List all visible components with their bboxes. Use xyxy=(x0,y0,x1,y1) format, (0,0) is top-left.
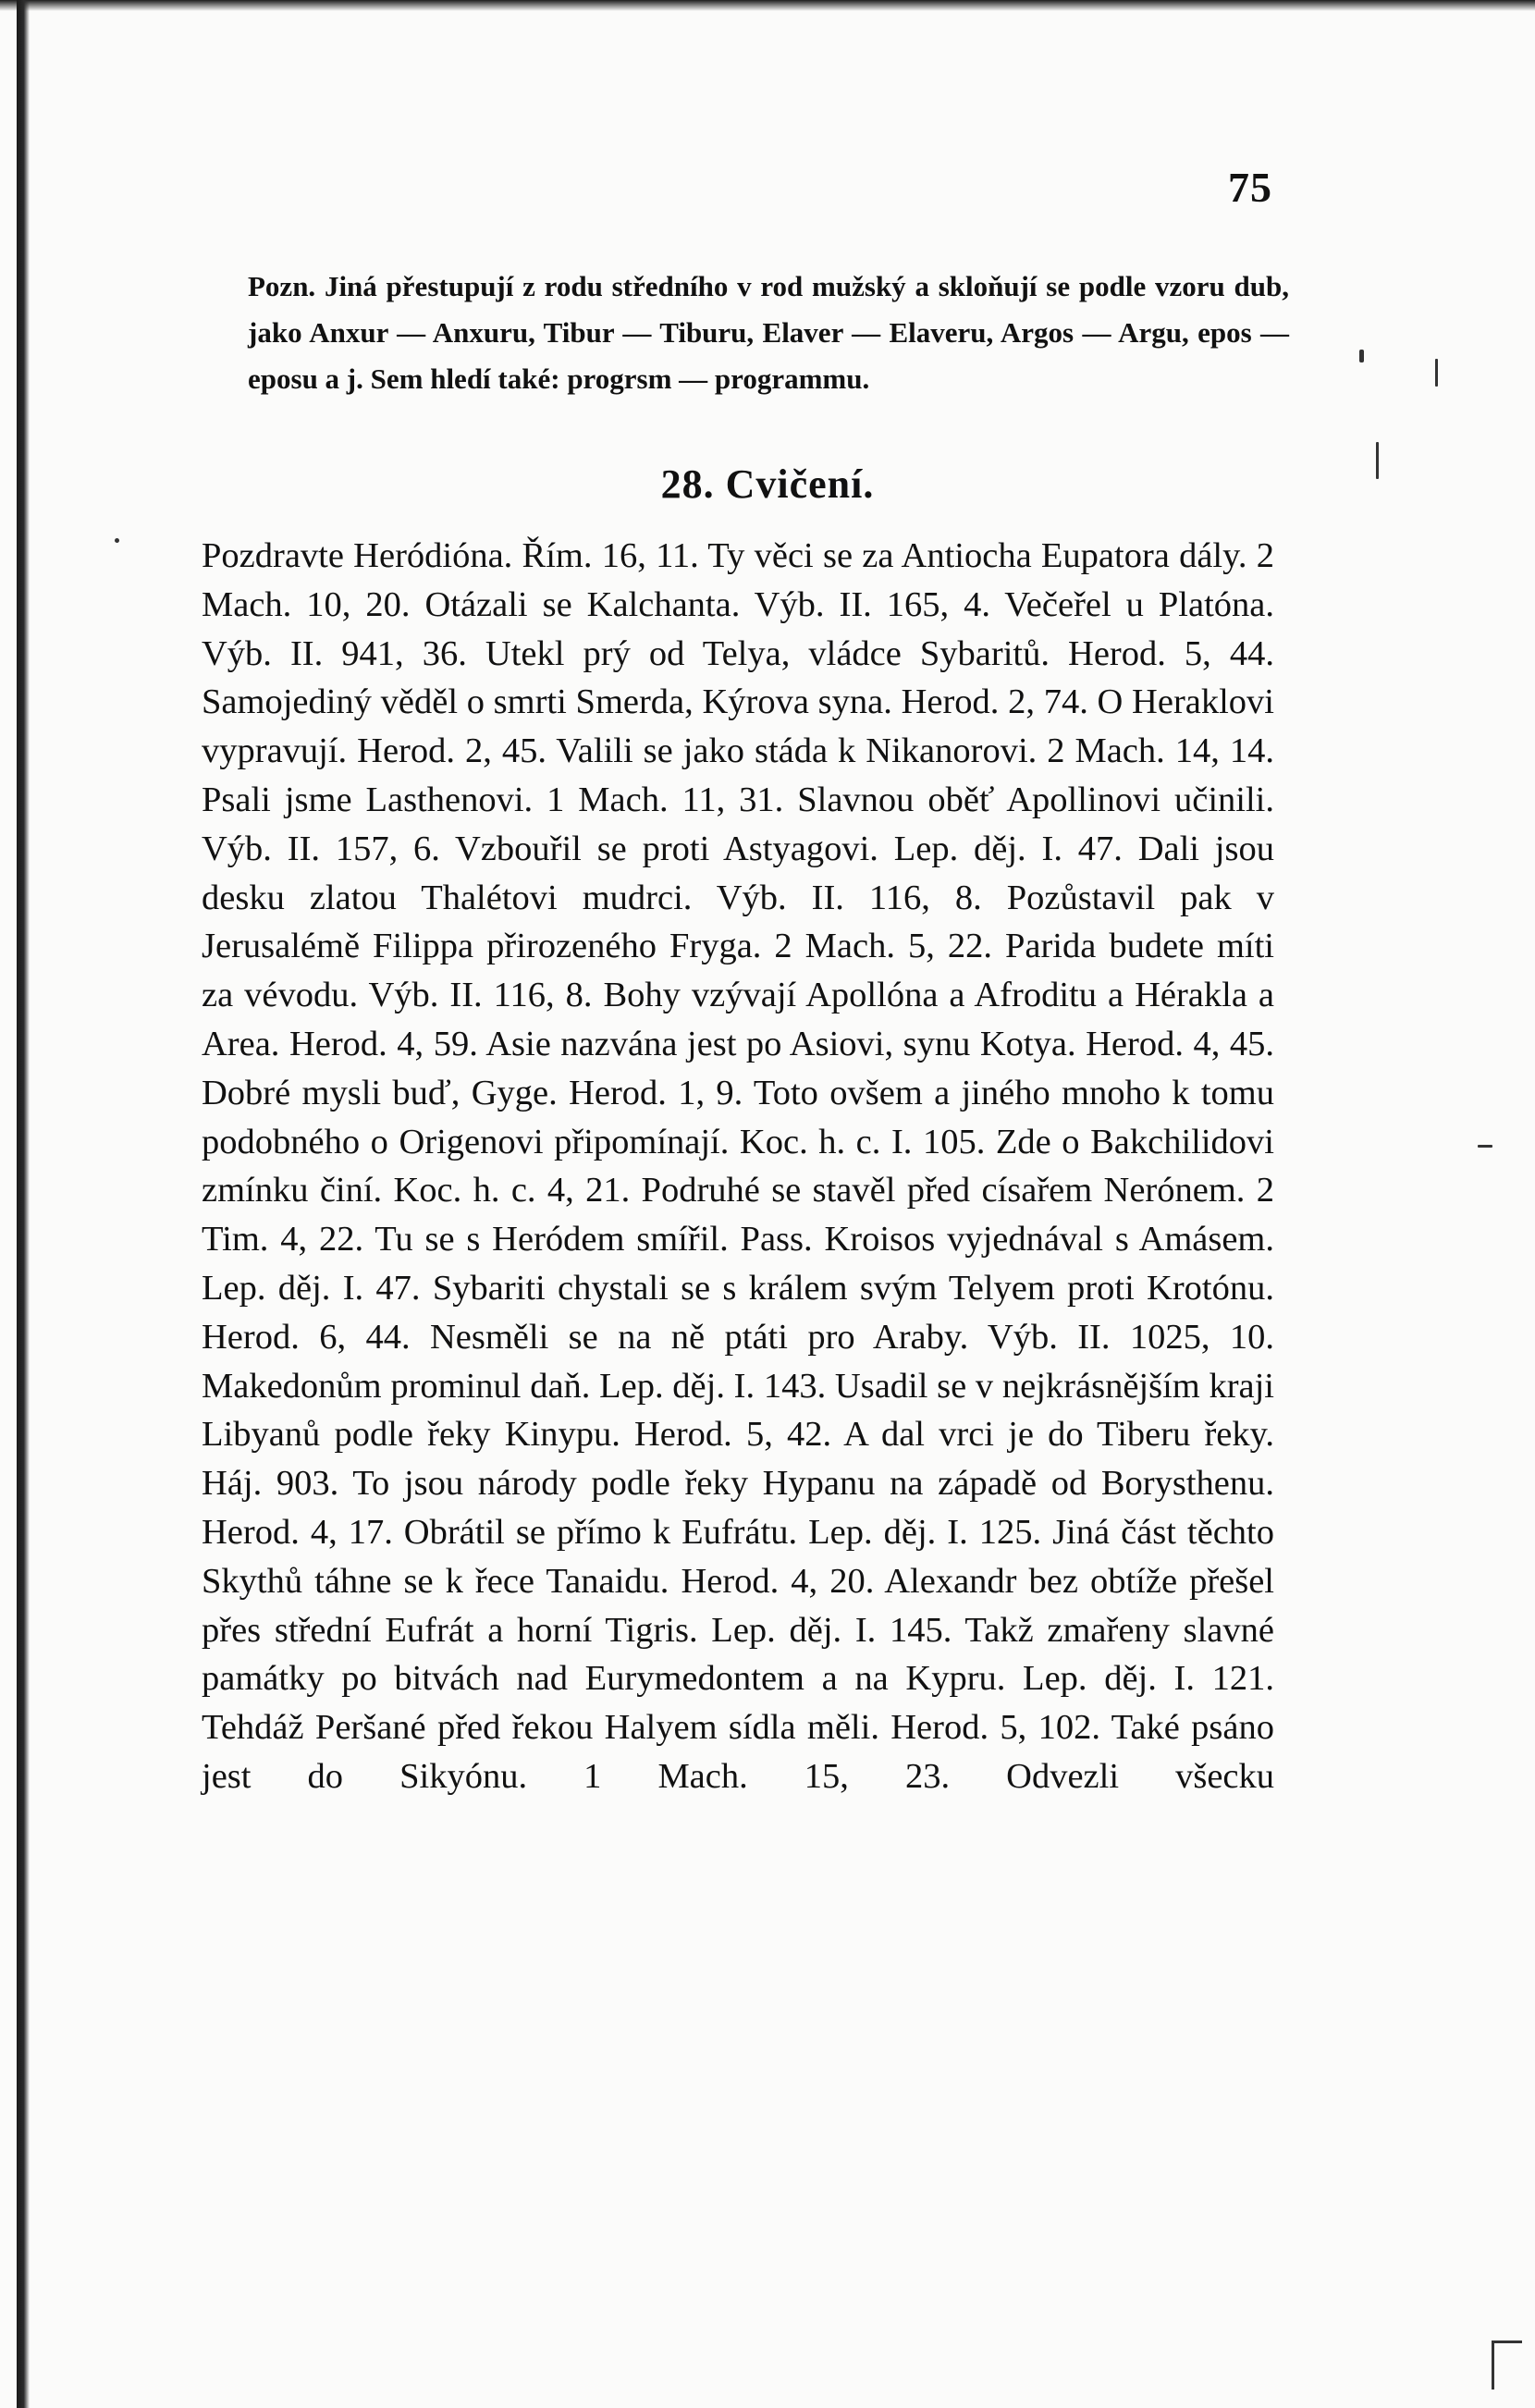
scan-speck xyxy=(1478,1145,1492,1148)
scan-speck xyxy=(1359,350,1364,362)
footnote: Pozn. Jiná přestupují z rodu středního v rod mužský a skloňují se podle vzoru dub, jako Anxur — Anxuru, Tibur — Tiburu, Elaver — Elaveru, Argos — Argu, epos — eposu a j. Sem hledí také: progrsm — programmu. xyxy=(248,270,1289,395)
section-heading: 28. Cvičení. xyxy=(660,461,875,507)
scan-edge-left xyxy=(17,0,30,2408)
scan-speck xyxy=(1435,359,1438,387)
scan-edge-top xyxy=(0,0,1535,11)
scan-speck xyxy=(115,538,119,543)
scan-corner-mark xyxy=(1492,2340,1522,2390)
page-number: 75 xyxy=(1228,164,1272,211)
exercise-text: Pozdravte Heródióna. Řím. 16, 11. Ty věci se za Antiocha Eupatora dály. 2 Mach. 10, 20. Otázali se Kalchanta. Výb. II. 165, 4. Večeřel u Platóna. Výb. II. 941, 36. Utekl prý od Telya, vládce Sybaritů. Herod. 5, 44. Samojediný věděl o smrti Smerda, Kýrova syna. Herod. 2, 74. O Heraklovi vypravují. Herod. 2, 45. Valili se jako stáda k Nikanorovi. 2 Mach. 14, 14. Psali jsme Lasthenovi. 1 Mach. 11, 31. Slavnou oběť Apollinovi učinili. Výb. II. 157, 6. Vzbouřil se proti Astyagovi. Lep. děj. I. 47. Dali jsou desku zlatou Thalétovi mudrci. Výb. II. 116, 8. Pozůstavil pak v Jerusalémě Filippa přirozeného Fryga. 2 Mach. 5, 22. Parida budete míti za vévodu. Výb. II. 116, 8. Bohy vzývají Apollóna a Afroditu a Hérakla a Area. Herod. 4, 59. Asie nazvána jest po Asiovi, synu Kotya. Herod. 4, 45. Dobré mysli buď, Gyge. Herod. 1, 9. Toto ovšem a jiného mnoho k tomu podobného o Origenovi připomínají. Koc. h. c. I. 105. Zde o Bakchilidovi zmínku činí. Koc. h. c. 4, 21. Podruhé se stavěl před císařem Nerónem. 2 Tim. 4, 22. Tu se s Heródem smířil. Pass. Kroisos vyjednával s Amásem. Lep. děj. I. 47. Sybariti chystali se s králem svým Telyem proti Krotónu. Herod. 6, 44. Nesměli se na ně ptáti pro Araby. Výb. II. 1025, 10. Makedonům prominul daň. Lep. děj. I. 143. Usadil se v nejkrásnějším kraji Libyanů podle řeky Kinypu. Herod. 5, 42. A dal vrci je do Tiberu řeky. Háj. 903. To jsou národy podle řeky Hypanu na západě od Borysthenu. Herod. 4, 17. Obrátil se přímo k Eufrátu. Lep. děj. I. 125. Jiná část těchto Skythů táhne se k řece Tanaidu. Herod. 4, 20. Alexandr bez obtíže přešel přes střední Eufrát a horní Tigris. Lep. děj. I. 145. Takž zmařeny slavné památky po bitvách nad Eurymedontem a na Kypru. Lep. děj. I. 121. Tehdáž Peršané před řekou Halyem sídla měli. Herod. 5, 102. Také psáno jest do Sikyónu. 1 Mach. 15, 23. Odvezli všecku xyxy=(202,536,1274,1796)
